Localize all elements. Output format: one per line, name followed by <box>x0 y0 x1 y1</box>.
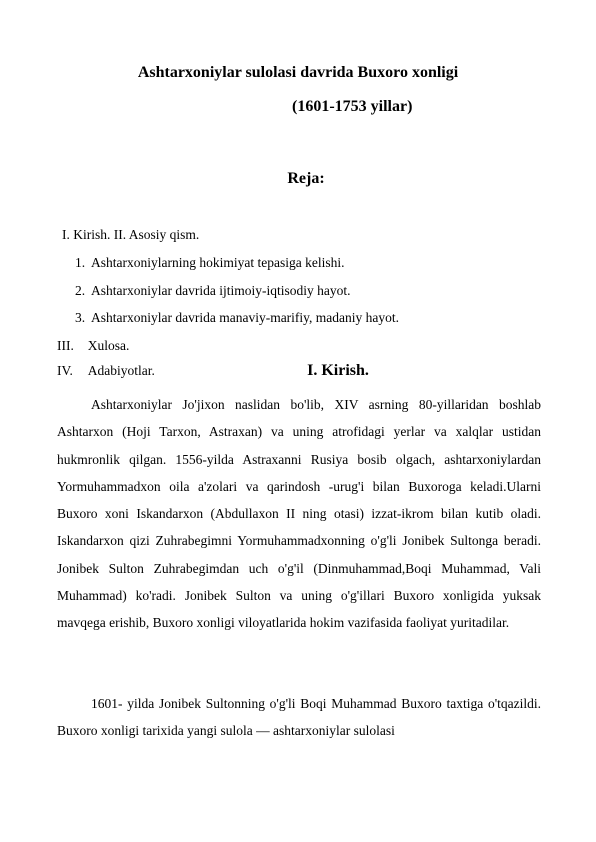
plan-item-text: Adabiyotlar. <box>87 363 155 378</box>
section-heading: I. Kirish. <box>307 362 369 379</box>
plan-roman-number: III. <box>57 338 74 353</box>
plan-item-1 <box>75 254 344 272</box>
document-years: (1601-1753 yillar) <box>292 98 413 115</box>
document-title: Ashtarxoniylar sulolasi davrida Buxoro xonligi <box>137 64 459 81</box>
plan-item-number: 1. <box>75 255 86 270</box>
plan-item-text: Xulosa. <box>87 338 130 353</box>
paragraph-2: 1601- yilda Jonibek Sultonning o'g'li Boqi Muhammad Buxoro taxtiga o'tqazildi. Buxoro xonligi tarixida yangi sulola — ashtarxoniylar sulolasi <box>57 696 541 739</box>
plan-heading: Reja: <box>287 170 325 187</box>
plan-conclusion <box>57 337 129 355</box>
plan-item-number: 2. <box>75 283 86 298</box>
plan-intro: I. Kirish. II. Asosiy qism. <box>62 227 200 242</box>
paragraph-1: Ashtarxoniylar Jo'jixon naslidan bo'lib, XIV asrning 80-yillaridan boshlab Ashtarxon (Hoji Tarxon, Astraxan) va uning atrofidagi yerlar va xalqlar ustidan hukmronlik qilgan. 1556-yilda Astraxanni Rusiya bosib olgach, ashtarxoniylardan Yormuhammadxon oila a'zolari va qarindosh -urug'i bilan Buxoroga keladi.Ularni Buxoro xoni Iskandarxon (Abdullaxon II ning otasi) izzat-ikrom bilan kutib oladi. Iskandarxon qizi Zuhrabegimni Yormuhammadxonning o'g'li Jonibek Sultonga beradi. Jonibek Sulton Zuhrabegimdan uch o'g'il (Dinmuhammad,Boqi Muhammad, Vali Muhammad) ko'radi. Jonibek Sulton va uning o'g'illari Buxoro xonligida yuksak mavqega erishib, Buxoro xonligi viloyatlarida hokim vazifasida faoliyat yuritadilar. <box>57 397 541 631</box>
plan-item-text: Ashtarxoniylar davrida manaviy-marifiy, madaniy hayot. <box>91 310 400 325</box>
plan-item-3 <box>75 309 399 327</box>
plan-item-number: 3. <box>75 310 86 325</box>
plan-item-2 <box>75 282 350 300</box>
plan-item-text: Ashtarxoniylar davrida ijtimoiy-iqtisodiy hayot. <box>91 283 351 298</box>
plan-item-text: Ashtarxoniylarning hokimiyat tepasiga kelishi. <box>91 255 345 270</box>
plan-roman-number: IV. <box>57 363 73 378</box>
